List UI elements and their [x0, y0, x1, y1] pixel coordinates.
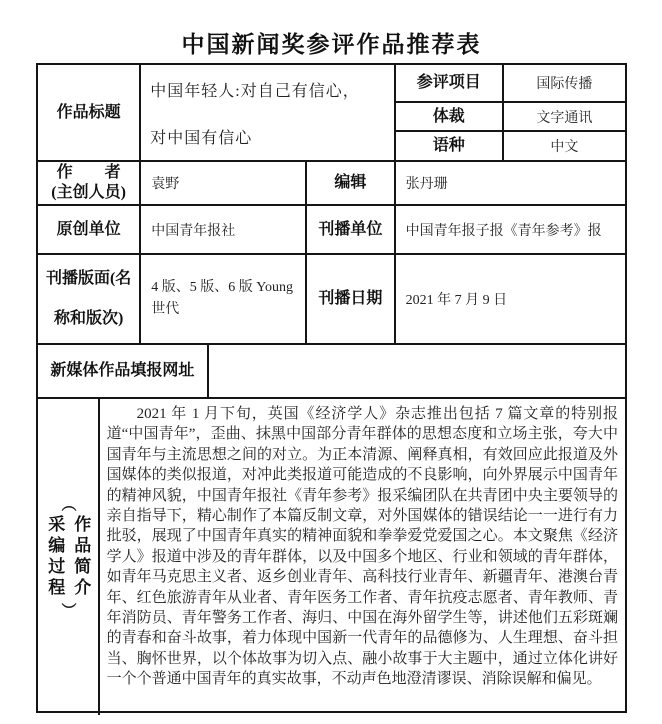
work-title-line1: 中国年轻人:对自己有信心， — [150, 82, 360, 100]
work-title-value — [141, 65, 395, 162]
intro-bracket-close: ） — [59, 602, 76, 618]
work-title-label: 作品标题 — [38, 65, 141, 162]
publish-page-value-text: 4 版、5 版、6 版 Young 世代 — [151, 280, 293, 317]
publish-page-value — [141, 255, 307, 345]
author-label — [38, 162, 141, 206]
row-intro — [38, 399, 625, 715]
new-media-url-label: 新媒体作品填报网址 — [38, 345, 209, 399]
entry-meta-subtable — [396, 65, 625, 162]
row-units — [38, 206, 625, 255]
intro-label — [38, 399, 100, 715]
intro-label-col-left: 采编过程 — [45, 515, 65, 599]
row-work-title — [38, 65, 625, 162]
publish-unit-label: 刊播单位 — [307, 206, 395, 255]
row-page-date — [38, 255, 625, 345]
language-value: 中文 — [550, 140, 579, 155]
row-new-media-url — [38, 345, 625, 399]
author-value: 袁野 — [141, 162, 307, 206]
original-unit-value: 中国青年报社 — [141, 206, 307, 255]
row-author-editor — [38, 162, 625, 206]
publish-date-label: 刊播日期 — [307, 255, 395, 345]
intro-paragraph: 2021 年 1 月下旬，英国《经济学人》杂志推出包括 7 篇文章的特别报道“中国青年”，歪曲、抹黑中国部分青年群体的思想态度和立场主张，夸大中国青年与主流思想之间的对立。为正本清源、阐释真相，有效回应此报道及外国媒体的类似报道，对冲此类报道可能造成的不良影响，向外界展示中国青年的精神风貌，中国青年报社《青年参考》报采编团队在共青团中央主要领导的亲自指导下，精心制作了本篇反制文章，对外国媒体的错误结论一一进行有力批驳，展现了中国青年真实的精神面貌和拳拳爱党爱国之心。本文聚焦《经济学人》报道中涉及的青年群体，以及中国多个地区、行业和领域的青年群体，如青年马克思主义者、返乡创业青年、高科技行业青年、新疆青年、港澳台青年、红色旅游青年从业者、青年医务工作者、青年抗疫志愿者、青年教师、青年消防员、青年警务工作者、海归、中国在海外留学生等，讲述他们五彩斑斓的青春和奋斗故事，着力体现中国新一代青年的品德修为、人生理想、奋斗担当、胸怀世界，以个体故事为切入点、融小故事于大主题中，通过立体化讲好一个个普通中国青年的真实故事，不动声色地澄清谬误、消除误解和偏见。 — [106, 406, 618, 688]
work-title-line2: 对中国有信心 — [150, 129, 253, 147]
publish-date-value: 2021 年 7 月 9 日 — [396, 255, 625, 345]
new-media-url-value — [209, 345, 625, 399]
language-label: 语种 — [396, 132, 504, 160]
genre-label: 体裁 — [396, 103, 504, 132]
publish-unit-value: 中国青年报子报《青年参考》报 — [396, 206, 625, 255]
publish-page-label-line1: 刊播版面(名 — [45, 270, 132, 287]
intro-label-col-right: 作品简介 — [71, 515, 91, 599]
publish-page-label-line2: 称和版次) — [53, 310, 124, 327]
entry-category-label: 参评项目 — [396, 65, 504, 103]
author-label-line1: 作 者 — [56, 164, 121, 181]
intro-label-columns — [42, 511, 93, 603]
entry-category-value: 国际传播 — [504, 65, 625, 103]
intro-text — [100, 399, 625, 715]
original-unit-label: 原创单位 — [38, 206, 141, 255]
page-title: 中国新闻奖参评作品推荐表 — [181, 32, 482, 57]
genre-value: 文字通讯 — [504, 103, 625, 132]
editor-value: 张丹珊 — [396, 162, 625, 206]
row-language — [396, 132, 625, 160]
row-entry-category — [396, 65, 625, 103]
row-genre — [396, 103, 625, 132]
recommendation-form-table — [36, 63, 627, 713]
author-label-line2: (主创人员) — [51, 184, 126, 201]
editor-label: 编辑 — [307, 162, 395, 206]
publish-page-label — [38, 255, 141, 345]
intro-bracket-open: （ — [59, 496, 76, 512]
